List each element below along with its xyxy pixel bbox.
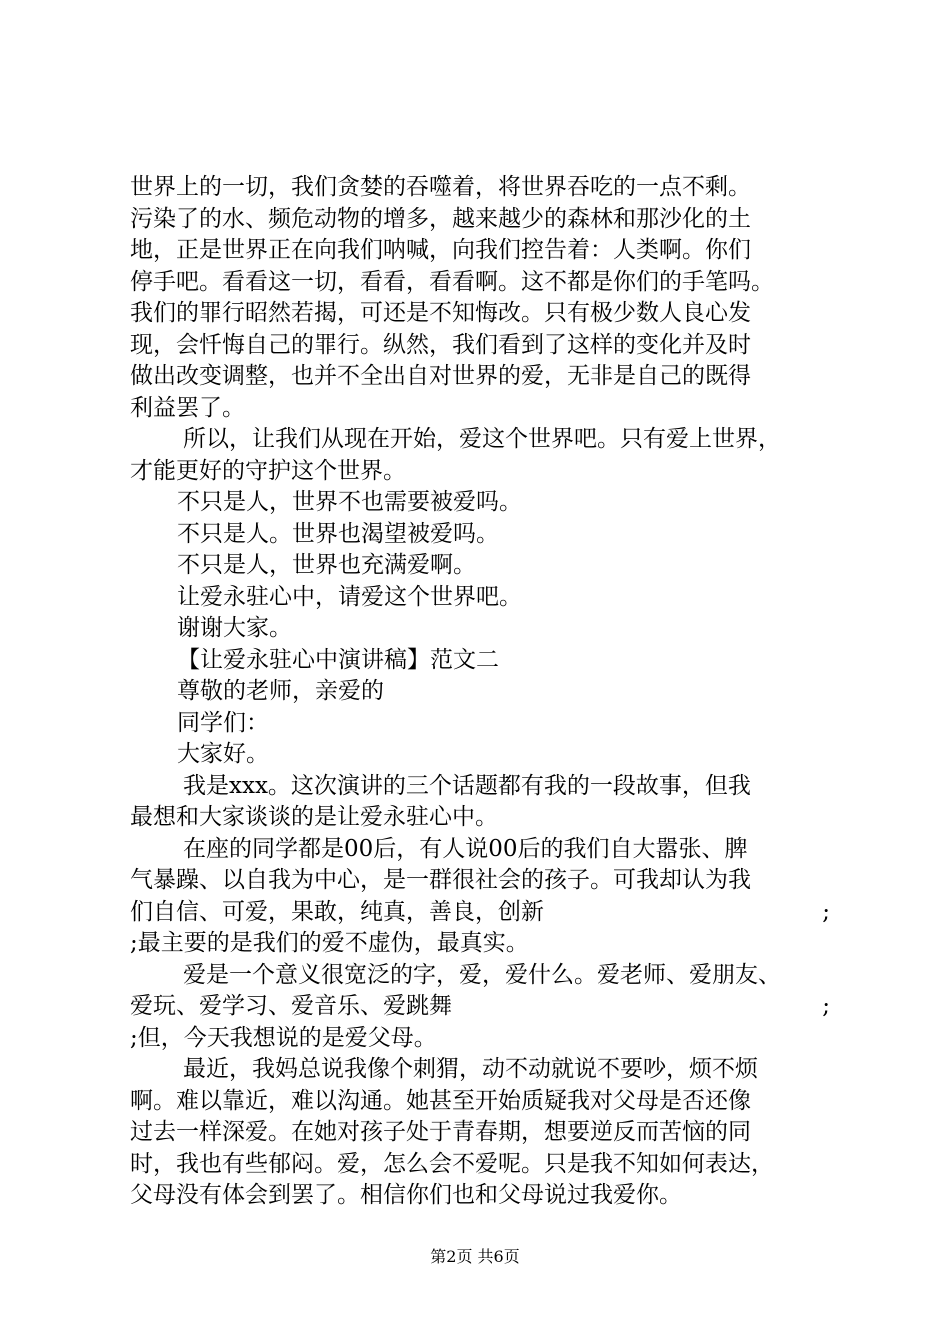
text-line: 气暴躁、以自我为中心，是一群很社会的孩子。可我却认为我 <box>130 867 751 893</box>
text-line: 时，我也有些郁闷。爱，怎么会不爱呢。只是我不知如何表达， <box>130 1150 774 1177</box>
text-line: 停手吧。看看这一切，看看，看看啊。这不都是你们的手笔吗。 <box>130 268 774 295</box>
text-segment: ; <box>822 993 830 1019</box>
text-line: ;但，今天我想说的是爱父母。 <box>130 1024 437 1051</box>
text-line: 现，会忏悔自己的罪行。纵然，我们看到了这样的变化并及时 <box>130 331 751 358</box>
text-line: 做出改变调整，也并不全出自对世界的爱，无非是自己的既得 <box>130 363 751 389</box>
text-line: 最想和大家谈谈的是让爱永驻心中。 <box>130 804 498 830</box>
text-line: 利益罢了。 <box>130 394 245 421</box>
paragraph-start-line: 最近，我妈总说我像个刺猬，动不动就说不要吵，烦不烦 <box>183 1056 758 1082</box>
greeting-line: 大家好。 <box>177 741 269 767</box>
text-line: 世界上的一切，我们贪婪的吞噬着，将世界吞吃的一点不剩。 <box>130 174 751 200</box>
text-line: 污染了的水、频危动物的增多，越来越少的森林和那沙化的土 <box>130 205 751 232</box>
text-line: 过去一样深爱。在她对孩子处于青春期，想要逆反而苦恼的同 <box>130 1119 751 1145</box>
paragraph-start-line: 我是xxx。这次演讲的三个话题都有我的一段故事，但我 <box>183 772 751 799</box>
document-body <box>130 172 830 1212</box>
text-line: 父母没有体会到罢了。相信你们也和父母说过我爱你。 <box>130 1182 682 1208</box>
justified-line <box>130 991 830 1023</box>
text-line: 啊。难以靠近，难以沟通。她甚至开始质疑我对父母是否还像 <box>130 1087 751 1114</box>
page-footer: 第2页 共6页 <box>430 1247 520 1266</box>
short-line: 让爱永驻心中，请爱这个世界吧。 <box>177 583 522 610</box>
text-segment: 爱玩、爱学习、爱音乐、爱跳舞 <box>130 993 452 1019</box>
section-heading: 【让爱永驻心中演讲稿】范文二 <box>177 646 499 673</box>
short-line: 谢谢大家。 <box>177 615 292 641</box>
paragraph-start-line: 所以，让我们从现在开始，爱这个世界吧。只有爱上世界， <box>183 426 781 452</box>
salutation-line: 同学们： <box>177 709 269 736</box>
paragraph-start-line: 爱是一个意义很宽泛的字，爱，爱什么。爱老师、爱朋友、 <box>183 961 781 988</box>
paragraph-start-line: 在座的同学都是00后，有人说00后的我们自大嚣张、脾 <box>183 835 748 862</box>
short-line: 不只是人，世界也充满爱啊。 <box>177 552 476 578</box>
text-segment: 们自信、可爱，果敢，纯真，善良，创新 <box>130 898 544 925</box>
justified-line <box>130 897 830 929</box>
text-line: 才能更好的守护这个世界。 <box>130 457 406 484</box>
text-line: 我们的罪行昭然若揭，可还是不知悔改。只有极少数人良心发 <box>130 300 751 326</box>
text-line: ;最主要的是我们的爱不虚伪，最真实。 <box>130 930 529 956</box>
text-line: 地，正是世界正在向我们呐喊，向我们控告着：人类啊。你们 <box>130 237 751 263</box>
text-segment: ; <box>822 898 830 925</box>
salutation-line: 尊敬的老师，亲爱的 <box>177 678 384 704</box>
short-line: 不只是人，世界不也需要被爱吗。 <box>177 489 522 515</box>
short-line: 不只是人。世界也渴望被爱吗。 <box>177 520 499 547</box>
